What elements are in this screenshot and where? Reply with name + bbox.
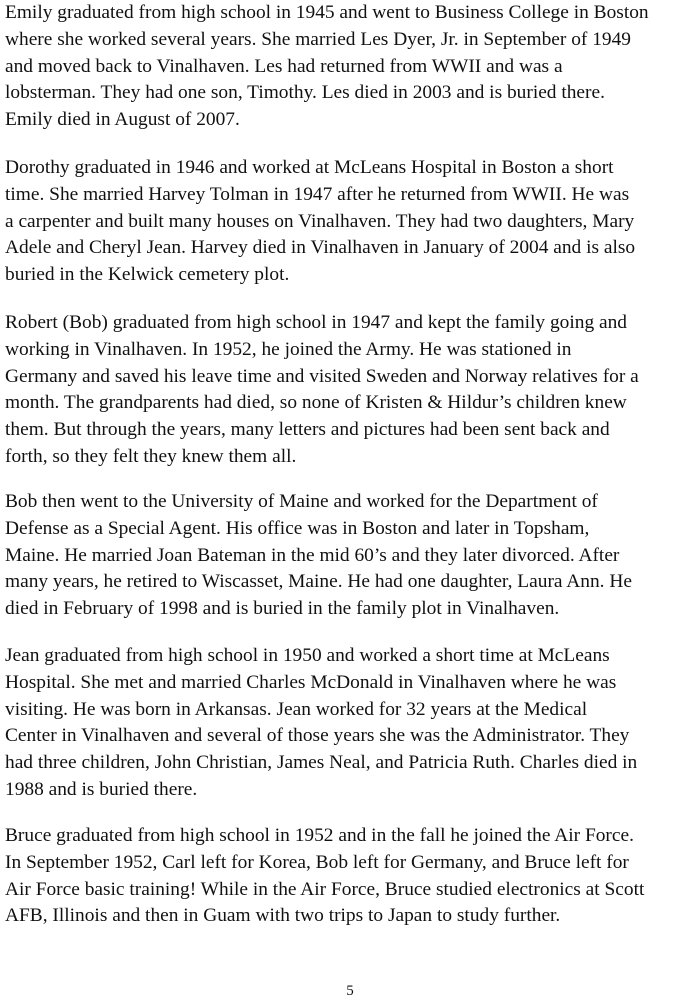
text-line: Robert (Bob) graduated from high school in 1947 and kept the family going and	[5, 312, 627, 333]
text-line: Bob then went to the University of Maine and worked for the Department of	[5, 491, 598, 512]
text-line: Center in Vinalhaven and several of those years she was the Administrator. They	[5, 725, 630, 747]
text-line: Defense as a Special Agent. His office was in Boston and later in Topsham,	[5, 517, 590, 539]
text-line: Adele and Cheryl Jean. Harvey died in Vinalhaven in January of 2004 and is also	[5, 237, 636, 259]
text-line: many years, he retired to Wiscasset, Maine. He had one daughter, Laura Ann. He	[5, 571, 632, 593]
text-line: month. The grandparents had died, so none of Kristen & Hildur’s children knew	[5, 392, 627, 414]
paragraph-emily	[5, 0, 649, 134]
text-line: Jean graduated from high school in 1950 and worked a short time at McLeans	[5, 645, 610, 666]
text-line: and moved back to Vinalhaven. Les had returned from WWII and was a	[5, 55, 563, 77]
text-line: died in February of 1998 and is buried in the family plot in Vinalhaven.	[5, 598, 560, 620]
paragraph-jean	[5, 643, 637, 804]
text-line: Hospital. She met and married Charles McDonald in Vinalhaven where he was	[5, 671, 617, 693]
paragraph-bruce	[5, 823, 644, 930]
page-number: 5	[346, 983, 354, 999]
text-line: Air Force basic training! While in the Air Force, Bruce studied electronics at Scott	[5, 878, 645, 900]
text-line: Dorothy graduated in 1946 and worked at McLeans Hospital in Boston a short	[5, 157, 614, 178]
paragraph-bob-career	[5, 489, 632, 623]
text-line: forth, so they felt they knew them all.	[5, 445, 297, 467]
paragraph-robert	[5, 310, 639, 471]
text-line: Emily graduated from high school in 1945 and went to Business College in Boston	[5, 2, 649, 23]
paragraph-dorothy	[5, 155, 635, 289]
text-line: AFB, Illinois and then in Guam with two trips to Japan to study further.	[5, 905, 561, 927]
text-line: a carpenter and built many houses on Vinalhaven. They had two daughters, Mary	[5, 210, 635, 232]
text-line: In September 1952, Carl left for Korea, Bob left for Germany, and Bruce left for	[5, 851, 629, 873]
text-line: had three children, John Christian, James Neal, and Patricia Ruth. Charles died in	[5, 752, 638, 774]
text-line: lobsterman. They had one son, Timothy. Les died in 2003 and is buried there.	[5, 82, 605, 104]
text-line: visiting. He was born in Arkansas. Jean worked for 32 years at the Medical	[5, 698, 588, 720]
text-line: Maine. He married Joan Bateman in the mid 60’s and they later divorced. After	[5, 544, 620, 566]
text-line: where she worked several years. She married Les Dyer, Jr. in September of 1949	[5, 28, 631, 50]
text-line: 1988 and is buried there.	[5, 778, 198, 800]
text-line: working in Vinalhaven. In 1952, he joined the Army. He was stationed in	[5, 338, 572, 360]
text-line: Emily died in August of 2007.	[5, 109, 240, 131]
text-line: buried in the Kelwick cemetery plot.	[5, 264, 290, 286]
text-line: time. She married Harvey Tolman in 1947 after he returned from WWII. He was	[5, 183, 630, 205]
text-line: Germany and saved his leave time and visited Sweden and Norway relatives for a	[5, 365, 639, 387]
text-line: Bruce graduated from high school in 1952 and in the fall he joined the Air Force.	[5, 825, 634, 846]
text-line: them. But through the years, many letters and pictures had been sent back and	[5, 419, 610, 441]
